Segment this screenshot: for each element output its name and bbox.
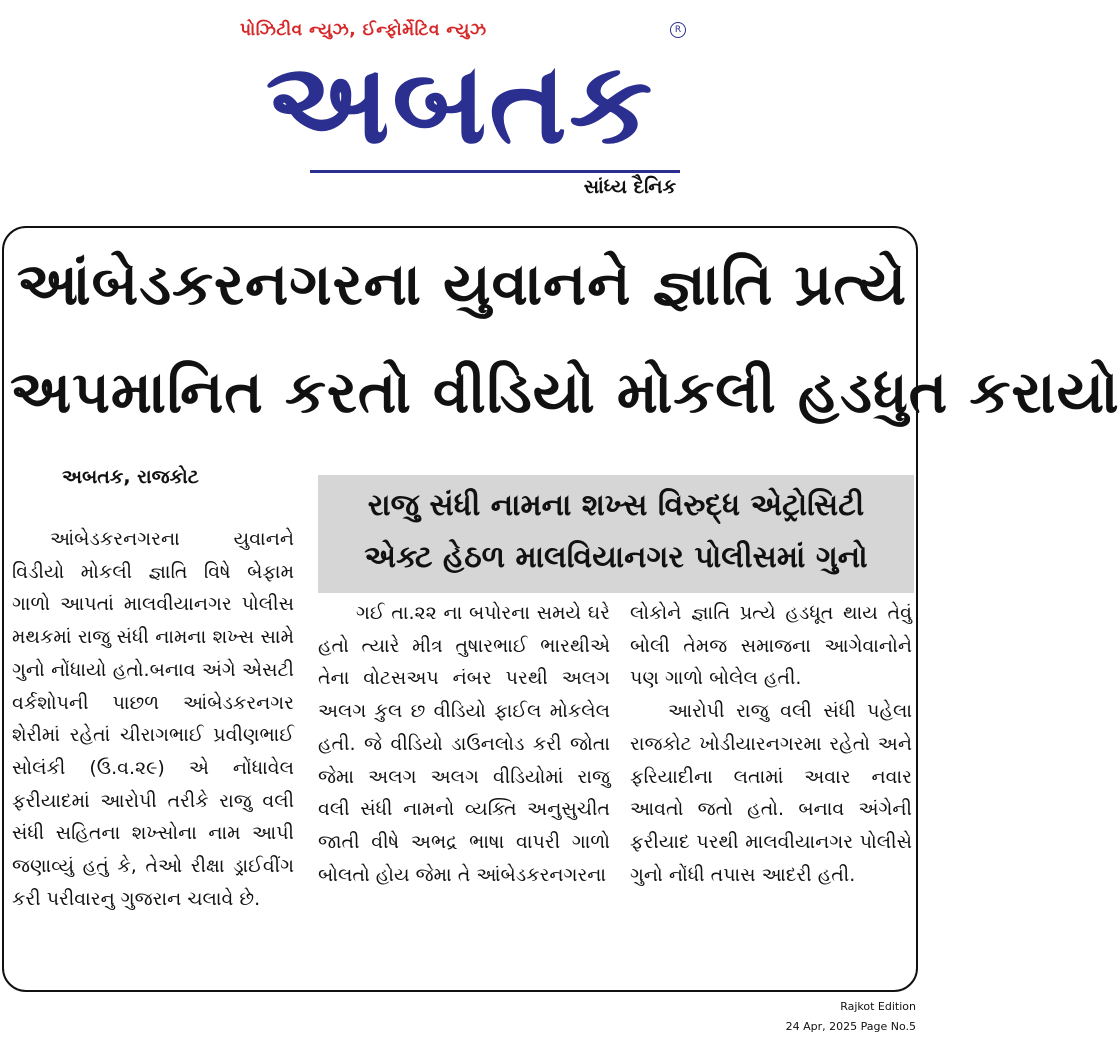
dateline: અબતક, રાજકોટ	[62, 466, 199, 488]
registered-mark-icon: R	[670, 22, 686, 38]
subheadline-box	[318, 475, 914, 593]
footer-date-page: 24 Apr, 2025 Page No.5	[785, 1020, 916, 1033]
masthead-tagline: પોઝિટીવ ન્યુઝ, ઈન્ફોર્મેટિવ ન્યુઝ	[240, 20, 487, 40]
article-column-3	[630, 597, 912, 987]
article-column-1	[12, 495, 294, 985]
headline-line-1: આંબેડકરનગરના યુવાનને જ્ઞાતિ પ્રત્યે	[16, 250, 908, 318]
article-paragraph: ગઈ તા.૨૨ ના બપોરના સમયે ઘરે હતો ત્યારે મીત્ર તુષારભાઈ ભારથીએ તેના વોટસઅપ નંબર પરથી અલગ અલગ કુલ છ વીડિયો ફાઈલ મોકલેલ હતી. જે વીડિયો ડાઉનલોડ કરી જોતા જેમા અલગ અલગ વીડિયોમાં રાજુ વલી સંધી નામનો વ્યક્તિ અનુસુચીત જાતી વીષે અભદ્ર ભાષા વાપરી ગાળો બોલતો હોય જેમા તે આંબેડકરનગરના	[318, 602, 610, 886]
article-paragraph: આંબેડકરનગરના યુવાનને વિડીયો મોકલી જ્ઞાતિ વિષે બેફામ ગાળો આપતાં માલવીયાનગર પોલીસ મથકમાં રાજુ સંધી નામના શખ્સ સામે ગુનો નોંધાયો હતો.બનાવ અંગે એસટી વર્કશોપની પાછળ આંબેડકરનગર શેરીમાં રહેતાં ચીરાગભાઈ પ્રવીણભાઈ સોલંકી (ઉ.વ.૨૯) એ નોંધાવેલ ફરીયાદમાં આરોપી તરીકે રાજુ વલી સંધી સહિતના શખ્સોના નામ આપી જણાવ્યું હતું કે, તેઓ રીક્ષા ડ્રાઈવીંગ કરી પરીવારનુ ગુજરાન ચલાવે છે.	[12, 528, 294, 910]
edition-kind-label: સાંધ્ય દૈનિક	[583, 176, 676, 198]
logo-underline	[310, 170, 680, 173]
subheadline-line-1: રાજુ સંધી નામના શખ્સ વિરુદ્ધ એટ્રોસિટી	[367, 488, 865, 523]
article-paragraph: લોકોને જ્ઞાતિ પ્રત્યે હડધૂત થાય તેવું બોલી તેમજ સમાજના આગેવાનોને પણ ગાળો બોલેલ હતી.	[630, 602, 912, 690]
article-column-2	[318, 597, 610, 987]
masthead	[230, 14, 690, 204]
article-paragraph: આરોપી રાજુ વલી સંધી પહેલા રાજકોટ ખોડીયારનગરમા રહેતો અને ફરિયાદીના લતામાં અવાર નવાર આવતો જતો હતો. બનાવ અંગેની ફરીયાદ પરથી માલવીયાનગર પોલીસે ગુનો નોંધી તપાસ આદરી હતી.	[630, 700, 912, 886]
headline-line-2: અપમાનિત કરતો વીડિયો મોકલી હડધુત કરાયો	[10, 358, 1120, 426]
footer-edition: Rajkot Edition	[840, 1000, 916, 1013]
newspaper-logo: અબતક	[265, 37, 655, 169]
subheadline-line-2: એક્ટ હેઠળ માલવિયાનગર પોલીસમાં ગુનો	[364, 540, 868, 575]
